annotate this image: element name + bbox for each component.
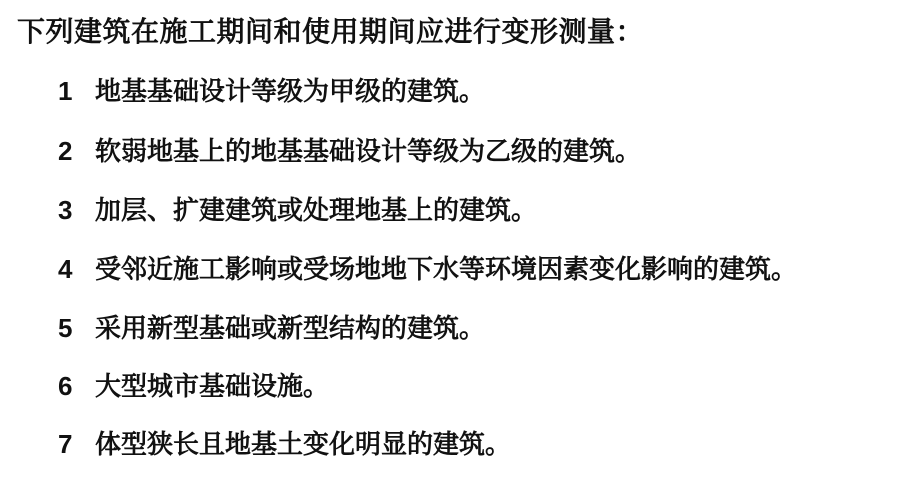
list-item-number: 1 [58,76,73,106]
list-item-number: 3 [58,195,73,225]
list-item-number: 6 [58,371,73,401]
list-item-number: 2 [58,136,73,166]
list-item-text: 受邻近施工影响或受场地地下水等环境因素变化影响的建筑。 [95,254,798,284]
list-item-number: 5 [58,313,73,343]
list-item [58,197,537,224]
list-item-text: 软弱地基上的地基基础设计等级为乙级的建筑。 [95,136,642,166]
list-item-text: 体型狭长且地基土变化明显的建筑。 [95,429,512,459]
list-item-number: 7 [58,429,73,459]
list-item [58,138,641,165]
document-title: 下列建筑在施工期间和使用期间应进行变形测量： [17,16,645,47]
list-item-text: 大型城市基础设施。 [95,371,330,401]
list-item [58,78,485,105]
list-item [58,373,329,400]
list-item-text: 地基基础设计等级为甲级的建筑。 [95,76,486,106]
list-item-number: 4 [58,254,73,284]
list-item-text: 加层、扩建建筑或处理地基上的建筑。 [95,195,538,225]
list-item [58,256,797,283]
list-item [58,315,485,342]
list-item-text: 采用新型基础或新型结构的建筑。 [95,313,486,343]
list-item [58,431,511,458]
